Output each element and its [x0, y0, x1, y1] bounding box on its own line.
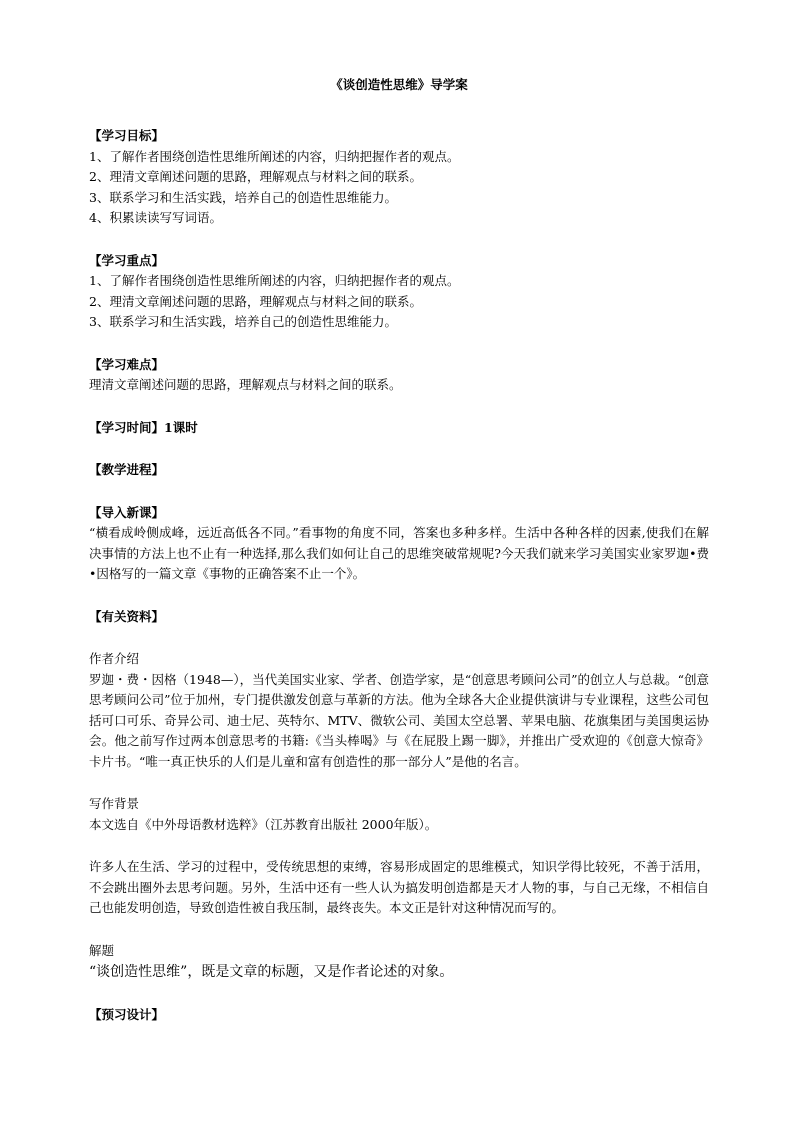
difficulty-heading: 【学习难点】	[89, 356, 165, 372]
process-heading: 【教学进程】	[89, 462, 165, 477]
difficulty-text: 理清文章阐述问题的思路，理解观点与材料之间的联系。	[89, 377, 402, 392]
intro-heading: 【导入新课】	[89, 504, 165, 520]
author-heading: 作者介绍	[89, 651, 140, 666]
objective-item: 3、联系学习和生活实践，培养自己的创造性思维能力。	[89, 189, 397, 205]
background-text: 本文选自《中外母语教材选粹》（江苏教育出版社 2000年版）。	[89, 816, 438, 832]
author-text: 罗迦・费・因格（1948—），当代美国实业家、学者、创造学家，是“创意思考顾问公司”的创立人与总裁。“创意思考顾问公司”位于加州，专门提供激发创意与革新的方法。他为全球各大企业提供演讲与专业课程，这些公司包括可口可乐、奇异公司、迪士尼、英特尔、MTV、微软公司、美国太空总署、苹果电脑、花旗集团与美国奥运协会。他之前写作过两本创意思考的书籍:《当头棒喝》与《在屁股上踢一脚》，并推出广受欢迎的《创意大惊奇》卡片书。“唯一真正快乐的人们是儿童和富有创造性的那一部分人”是他的名言。	[89, 671, 709, 769]
key-point-item: 3、联系学习和生活实践，培养自己的创造性思维能力。	[89, 314, 397, 329]
time-heading: 【学习时间】1课时	[89, 419, 198, 435]
key-point-item: 1、了解作者围绕创造性思维所阐述的内容，归纳把握作者的观点。	[89, 273, 460, 288]
intro-text: “横看成岭侧成峰，远近高低各不同。”看事物的角度不同，答案也多种多样。生活中各种各样的因素,使我们在解决事情的方法上也不止有一种选择,那么我们如何让自己的思维突破常规呢?今天我们就来学习美国实业家罗迦•费•因格写的一篇文章《事物的正确答案不止一个》。	[89, 525, 709, 581]
materials-heading: 【有关资料】	[89, 608, 165, 624]
key-point-item: 2、理清文章阐述问题的思路，理解观点与材料之间的联系。	[89, 293, 422, 309]
title-explain-text: “谈创造性思维”，既是文章的标题，又是作者论述的对象。	[89, 964, 454, 980]
document-page	[89, 76, 709, 1026]
objective-item: 1、了解作者围绕创造性思维所阐述的内容，归纳把握作者的观点。	[89, 148, 460, 164]
background-text-2: 许多人在生活、学习的过程中，受传统思想的束缚，容易形成固定的思维模式，知识学得比较死，不善于活用，不会跳出圈外去思考问题。另外，生活中还有一些人认为搞发明创造都是天才人物的事，与自己无缘，不相信自己也能发明创造，导致创造性被自我压制，最终丧失。本文正是针对这种情况而写的。	[89, 859, 709, 915]
objective-item: 4、积累读读写写词语。	[89, 210, 222, 225]
document-title: 《谈创造性思维》导学案	[330, 77, 468, 92]
background-heading: 写作背景	[89, 796, 140, 811]
objectives-heading: 【学习目标】	[89, 128, 165, 143]
preview-heading: 【预习设计】	[89, 1007, 165, 1022]
key-points-heading: 【学习重点】	[89, 252, 165, 268]
objective-item: 2、理清文章阐述问题的思路，理解观点与材料之间的联系。	[89, 169, 422, 184]
title-explain-heading: 解题	[89, 942, 115, 958]
